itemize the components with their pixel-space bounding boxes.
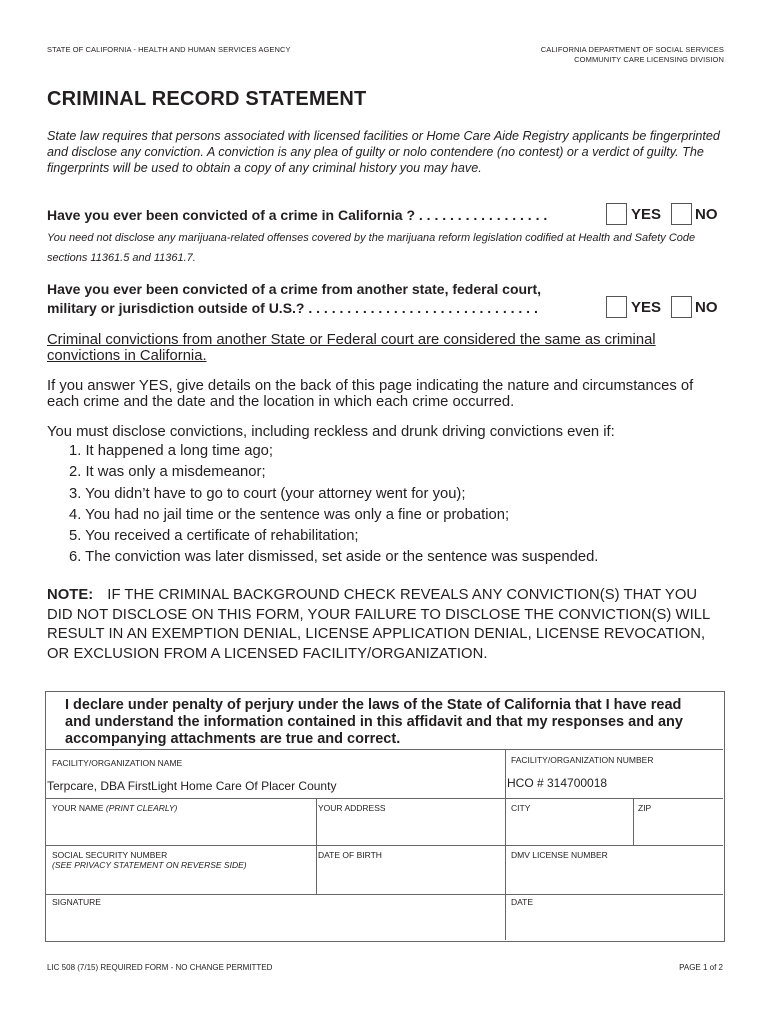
- date-field[interactable]: [507, 910, 722, 939]
- date-label: DATE: [511, 897, 534, 907]
- agency-header: STATE OF CALIFORNIA - HEALTH AND HUMAN SERVICES AGENCY: [47, 45, 291, 54]
- your-name-hint: (PRINT CLEARLY): [105, 803, 178, 813]
- q2-yes-checkbox[interactable]: [606, 296, 627, 318]
- divider: [46, 798, 723, 799]
- intro-line-1: State law requires that persons associated with licensed facilities or Home Care Aide Registry applicants be fingerprinted: [47, 129, 720, 143]
- list-item: 5. You received a certificate of rehabilitation;: [69, 528, 359, 545]
- department-name: CALIFORNIA DEPARTMENT OF SOCIAL SERVICES: [540, 45, 724, 54]
- your-name-label: [52, 803, 177, 814]
- your-name-label-text: YOUR NAME: [52, 803, 104, 813]
- intro-line-3: fingerprints will be used to obtain a copy of any criminal history you may have.: [47, 161, 482, 175]
- question-other-jurisdiction: [47, 280, 541, 318]
- marijuana-note: [47, 228, 747, 268]
- marijuana-note-line-1: You need not disclose any marijuana-related offenses covered by the marijuana reform legislation codified at Health and Safety Code: [47, 232, 696, 244]
- divider: [316, 798, 317, 894]
- form-number-footer: LIC 508 (7/15) REQUIRED FORM - NO CHANGE PERMITTED: [47, 963, 273, 972]
- facility-number-field[interactable]: HCO # 314700018: [507, 776, 608, 790]
- same-line-1: Criminal convictions from another State or Federal court are considered the same as criminal: [47, 332, 656, 348]
- intro-line-2: and disclose any conviction. A conviction is any plea of guilty or nolo contendere (no contest) or a verdict of guilty. The: [47, 145, 704, 159]
- ssn-label: SOCIAL SECURITY NUMBER: [52, 850, 168, 860]
- declaration-text: [65, 697, 715, 748]
- if-yes-line-2: each crime and the date and the location in which each crime occurred.: [47, 394, 515, 410]
- ssn-field[interactable]: [47, 872, 315, 893]
- divider: [633, 798, 634, 845]
- dmv-license-label: DMV LICENSE NUMBER: [511, 850, 608, 860]
- declaration-line-3: accompanying attachments are true and correct.: [65, 731, 401, 747]
- city-label: CITY: [511, 803, 531, 813]
- your-address-label: YOUR ADDRESS: [318, 803, 386, 813]
- zip-label: ZIP: [638, 803, 652, 813]
- q1-yes-label: YES: [631, 206, 662, 223]
- q1-yes-checkbox[interactable]: [606, 203, 627, 225]
- declaration-line-1: I declare under penalty of perjury under the laws of the State of California that I have read: [65, 697, 682, 713]
- list-item: 4. You had no jail time or the sentence was only a fine or probation;: [69, 506, 510, 523]
- list-item: 1. It happened a long time ago;: [69, 443, 274, 459]
- divider: [505, 798, 506, 940]
- q1-no-label: NO: [695, 206, 718, 223]
- if-yes-line-1: If you answer YES, give details on the back of this page indicating the nature and circumstances of: [47, 378, 694, 394]
- department-header: [541, 45, 724, 65]
- q2-line-1: Have you ever been convicted of a crime from another state, federal court,: [47, 281, 542, 297]
- zip-field[interactable]: [635, 816, 722, 844]
- note-line-2: DID NOT DISCLOSE ON THIS FORM, YOUR FAILURE TO DISCLOSE THE CONVICTION(S) WILL: [47, 606, 711, 623]
- q2-line-2: military or jurisdiction outside of U.S.? . . . . . . . . . . . . . . . . . . . . . . . . . . . . . .: [47, 300, 538, 316]
- divider: [46, 749, 723, 750]
- marijuana-note-line-2: sections 11361.5 and 11361.7.: [47, 252, 196, 264]
- ssn-hint: (SEE PRIVACY STATEMENT ON REVERSE SIDE): [52, 860, 247, 870]
- divider: [46, 894, 723, 895]
- q1-no-checkbox[interactable]: [671, 203, 692, 225]
- note-line-4: OR EXCLUSION FROM A LICENSED FACILITY/ORGANIZATION.: [47, 645, 488, 662]
- page-title: CRIMINAL RECORD STATEMENT: [47, 88, 367, 110]
- note-line-3: RESULT IN AN EXEMPTION DENIAL, LICENSE APPLICATION DENIAL, LICENSE REVOCATION,: [47, 626, 706, 642]
- your-name-field[interactable]: [47, 816, 315, 844]
- your-address-field[interactable]: [318, 816, 504, 844]
- same-as-california-paragraph: [47, 332, 724, 364]
- facility-number-label: FACILITY/ORGANIZATION NUMBER: [511, 755, 654, 765]
- q2-no-label: NO: [695, 299, 718, 316]
- divider: [46, 845, 723, 846]
- city-field[interactable]: [507, 816, 632, 844]
- list-item: 6. The conviction was later dismissed, set aside or the sentence was suspended.: [69, 549, 599, 566]
- q2-no-checkbox[interactable]: [671, 296, 692, 318]
- date-of-birth-field[interactable]: [318, 862, 504, 893]
- note-line-1: IF THE CRIMINAL BACKGROUND CHECK REVEALS ANY CONVICTION(S) THAT YOU: [107, 587, 698, 603]
- facility-name-field[interactable]: Terpcare, DBA FirstLight Home Care Of Placer County: [47, 779, 337, 793]
- signature-label: SIGNATURE: [52, 897, 101, 907]
- facility-name-label: FACILITY/ORGANIZATION NAME: [52, 758, 183, 768]
- same-line-2: convictions in California.: [47, 348, 207, 364]
- question-california: Have you ever been convicted of a crime in California ? . . . . . . . . . . . . . . . . .: [47, 207, 548, 223]
- q2-yes-label: YES: [631, 299, 662, 316]
- date-of-birth-label: DATE OF BIRTH: [318, 850, 382, 860]
- division-name: COMMUNITY CARE LICENSING DIVISION: [574, 55, 724, 64]
- disclose-list: [69, 441, 598, 569]
- divider: [505, 749, 506, 798]
- if-yes-paragraph: [47, 378, 727, 410]
- declaration-line-2: and understand the information contained in this affidavit and that my responses and any: [65, 714, 683, 730]
- intro-paragraph: [47, 128, 737, 176]
- signature-field[interactable]: [47, 910, 504, 939]
- note-paragraph: [47, 586, 737, 664]
- page-number: PAGE 1 of 2: [679, 963, 723, 972]
- note-label: NOTE:: [47, 587, 94, 603]
- disclose-intro: You must disclose convictions, including reckless and drunk driving convictions even if:: [47, 424, 615, 440]
- list-item: 3. You didn’t have to go to court (your attorney went for you);: [69, 485, 466, 502]
- dmv-license-field[interactable]: [507, 862, 722, 893]
- list-item: 2. It was only a misdemeanor;: [69, 464, 266, 481]
